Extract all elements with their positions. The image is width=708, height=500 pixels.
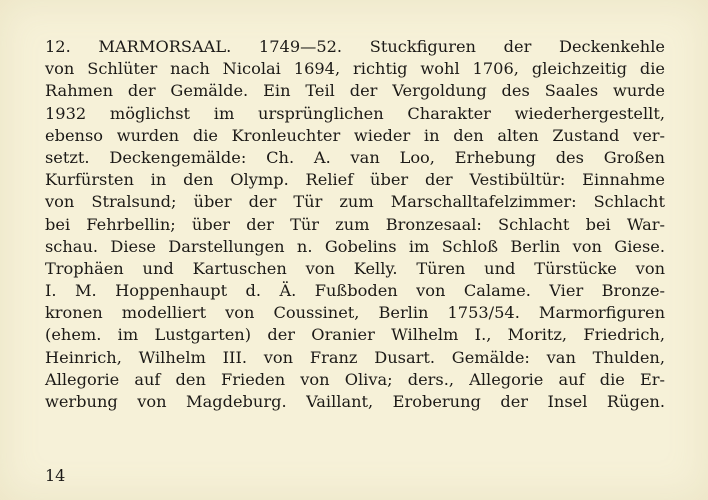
text-line-9: bei Fehrbellin; über der Tür zum Bronzesaal: Schlacht bei War-: [45, 214, 665, 234]
text-line-17: werbung von Magdeburg. Vaillant, Eroberung der Insel Rügen.: [45, 392, 665, 411]
text-line-15: Heinrich, Wilhelm III. von Franz Dusart. Gemälde: van Thulden,: [45, 347, 665, 367]
text-line-7: Kurfürsten in den Olymp. Relief über der Vestibültür: Einnahme: [45, 170, 665, 190]
text-line-10: schau. Diese Darstellungen n. Gobelins im Schloß Berlin von Giese.: [45, 236, 665, 256]
text-line-12: I. M. Hoppenhaupt d. Ä. Fußboden von Calame. Vier Bronze-: [45, 281, 665, 301]
text-line-16: Allegorie auf den Frieden von Oliva; ders., Allegorie auf die Er-: [45, 369, 665, 389]
text-line-5: ebenso wurden die Kronleuchter wieder in den alten Zustand ver-: [45, 125, 665, 145]
page-number: 14: [45, 466, 66, 485]
text-line-13: kronen modelliert von Coussinet, Berlin 1753/54. Marmorfiguren: [45, 303, 665, 323]
text-line-3: Rahmen der Gemälde. Ein Teil der Vergoldung des Saales wurde: [45, 81, 665, 101]
body-text: [45, 36, 665, 413]
text-line-8: von Stralsund; über der Tür zum Marschalltafelzimmer: Schlacht: [45, 192, 665, 212]
text-line-14: (ehem. im Lustgarten) der Oranier Wilhelm I., Moritz, Friedrich,: [45, 325, 665, 345]
text-line-2: von Schlüter nach Nicolai 1694, richtig wohl 1706, gleichzeitig die: [45, 59, 665, 79]
text-line-6: setzt. Deckengemälde: Ch. A. van Loo, Erhebung des Großen: [45, 147, 665, 167]
text-line-11: Trophäen und Kartuschen von Kelly. Türen und Türstücke von: [45, 258, 665, 278]
text-line-1: 12. MARMORSAAL. 1749—52. Stuckfiguren der Deckenkehle: [45, 37, 665, 56]
text-line-4: 1932 möglichst im ursprünglichen Charakter wiederhergestellt,: [45, 103, 665, 123]
